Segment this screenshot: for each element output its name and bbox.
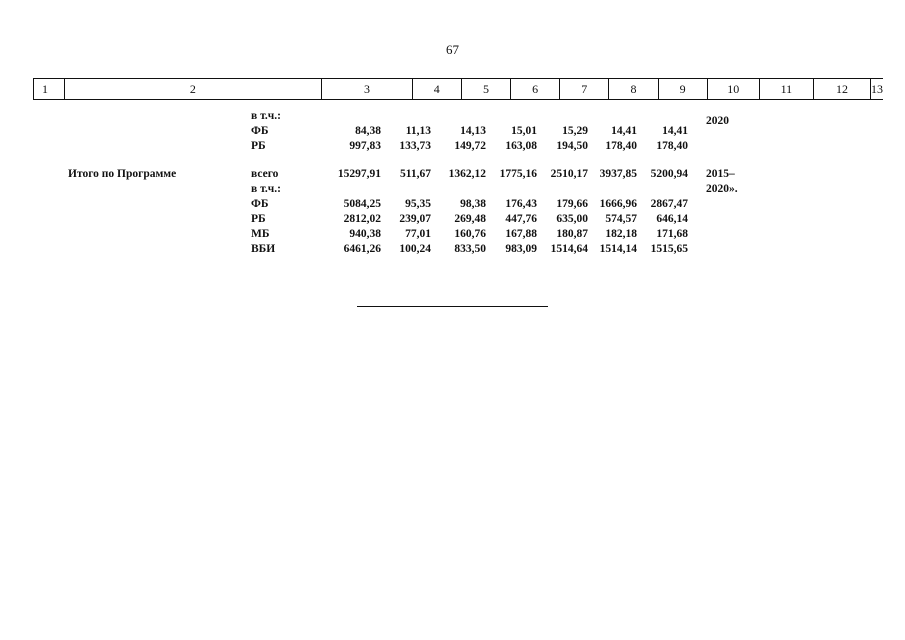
header-cell-11: 11: [760, 79, 814, 99]
value-cell-col5: 95,35: [405, 198, 431, 210]
value-cell-col10: 178,40: [656, 140, 688, 152]
header-cell-10: 10: [708, 79, 760, 99]
header-cell-3: 3: [322, 79, 412, 99]
value-cell-col8: 179,66: [556, 198, 588, 210]
value-cell-col9: 178,40: [605, 140, 637, 152]
header-cell-12: 12: [814, 79, 871, 99]
value-cell-col9: 1666,96: [599, 198, 637, 210]
table-row: [0, 125, 905, 140]
table-row: [0, 243, 905, 258]
row-label: ВБИ: [251, 243, 276, 255]
value-cell-col4: 5084,25: [343, 198, 381, 210]
value-cell-col9: 182,18: [605, 228, 637, 240]
page-number: 67: [446, 42, 459, 57]
value-cell-col4: 2812,02: [343, 213, 381, 225]
value-cell-col8: 635,00: [556, 213, 588, 225]
header-cell-1: 1: [34, 79, 65, 99]
value-cell-col4: 940,38: [349, 228, 381, 240]
value-cell-col10: 14,41: [662, 125, 688, 137]
row-label: РБ: [251, 213, 266, 225]
value-cell-col10: 646,14: [656, 213, 688, 225]
value-cell-col5: 133,73: [399, 140, 431, 152]
value-cell-col6: 160,76: [454, 228, 486, 240]
value-cell-col8: 194,50: [556, 140, 588, 152]
value-cell-col6: 14,13: [460, 125, 486, 137]
period-cell: 2020».: [706, 183, 738, 195]
header-cell-7: 7: [560, 79, 609, 99]
value-cell-col7: 163,08: [505, 140, 537, 152]
header-cell-2: 2: [65, 79, 323, 99]
table-row: [0, 110, 905, 125]
row-label: РБ: [251, 140, 266, 152]
row-label: в т.ч.:: [251, 110, 281, 122]
value-cell-col8: 180,87: [556, 228, 588, 240]
header-cell-9: 9: [659, 79, 708, 99]
value-cell-col9: 14,41: [611, 125, 637, 137]
table-row: [0, 228, 905, 243]
header-cell-8: 8: [609, 79, 658, 99]
value-cell-col7: 447,76: [505, 213, 537, 225]
period-cell: 2015–: [706, 168, 735, 180]
row-label: МБ: [251, 228, 270, 240]
value-cell-col5: 511,67: [400, 168, 431, 180]
row-label: ФБ: [251, 198, 269, 210]
value-cell-col7: 983,09: [505, 243, 537, 255]
row-label: ФБ: [251, 125, 269, 137]
header-cell-6: 6: [511, 79, 560, 99]
value-cell-col8: 2510,17: [550, 168, 588, 180]
table-row: [0, 213, 905, 228]
value-cell-col7: 176,43: [505, 198, 537, 210]
value-cell-col4: 997,83: [349, 140, 381, 152]
value-cell-col10: 1515,65: [650, 243, 688, 255]
value-cell-col9: 1514,14: [599, 243, 637, 255]
value-cell-col10: 171,68: [656, 228, 688, 240]
value-cell-col5: 77,01: [405, 228, 431, 240]
value-cell-col4: 84,38: [355, 125, 381, 137]
end-rule: [357, 306, 548, 307]
value-cell-col6: 98,38: [460, 198, 486, 210]
header-cell-4: 4: [413, 79, 462, 99]
value-cell-col10: 5200,94: [650, 168, 688, 180]
value-cell-col9: 574,57: [605, 213, 637, 225]
program-total-title: Итого по Программе: [68, 168, 177, 180]
value-cell-col4: 15297,91: [337, 168, 381, 180]
value-cell-col7: 15,01: [511, 125, 537, 137]
value-cell-col5: 100,24: [399, 243, 431, 255]
header-cell-13: 13: [871, 81, 883, 96]
period-cell: 2020: [706, 115, 729, 127]
value-cell-col7: 167,88: [505, 228, 537, 240]
row-label: всего: [251, 168, 279, 180]
row-label: в т.ч.:: [251, 183, 281, 195]
value-cell-col6: 149,72: [454, 140, 486, 152]
value-cell-col6: 1362,12: [448, 168, 486, 180]
value-cell-col4: 6461,26: [343, 243, 381, 255]
value-cell-col5: 239,07: [399, 213, 431, 225]
value-cell-col10: 2867,47: [650, 198, 688, 210]
value-cell-col6: 833,50: [454, 243, 486, 255]
table-row: [0, 183, 905, 198]
value-cell-col7: 1775,16: [499, 168, 537, 180]
value-cell-col8: 15,29: [562, 125, 588, 137]
table-row: [0, 140, 905, 155]
value-cell-col9: 3937,85: [599, 168, 637, 180]
header-cell-5: 5: [462, 79, 511, 99]
value-cell-col8: 1514,64: [550, 243, 588, 255]
table-header-row: [33, 78, 883, 100]
value-cell-col5: 11,13: [405, 125, 431, 137]
value-cell-col6: 269,48: [454, 213, 486, 225]
table-row: [0, 198, 905, 213]
